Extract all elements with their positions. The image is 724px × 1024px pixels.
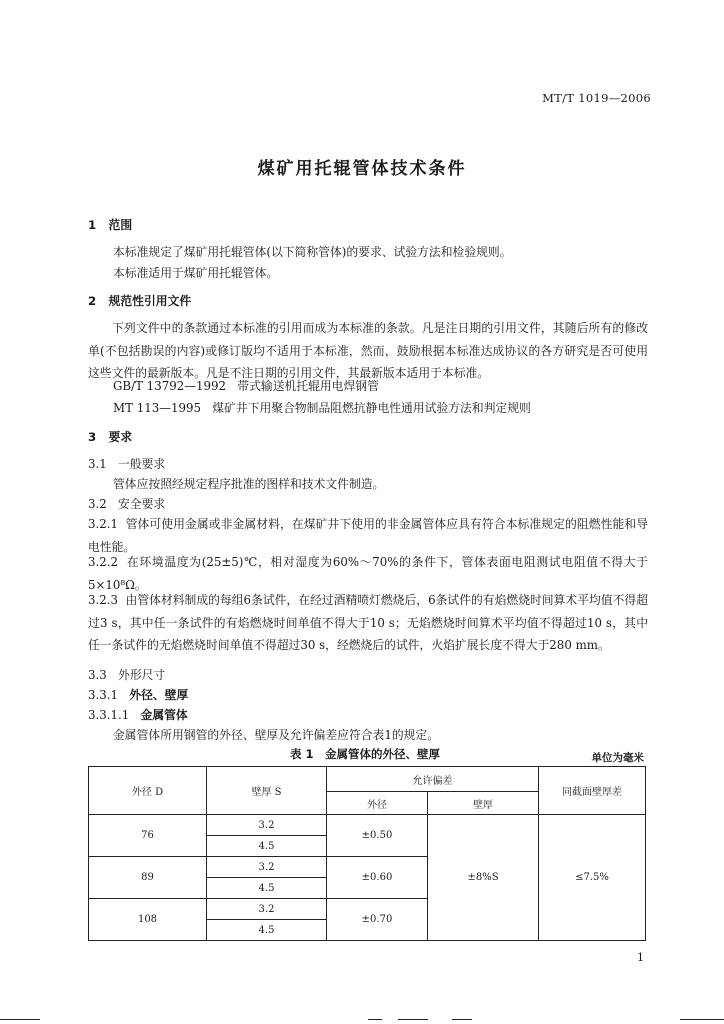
header-tolerance-od: 外径 — [327, 792, 428, 815]
cell-tol-od: ±0.70 — [327, 899, 428, 941]
subsection-3-1 — [88, 454, 165, 475]
clause-text: 在环境温度为(25±5)℃，相对湿度为60%～70%的条件下，管体表面电阻测试电阻值不得大于5×10⁸Ω。 — [88, 555, 649, 592]
section-number: 1 — [88, 218, 97, 232]
paragraph: 本标准适用于煤矿用托辊管体。 — [113, 266, 279, 280]
cell-od: 76 — [89, 815, 207, 857]
paragraph: 本标准规定了煤矿用托辊管体(以下简称管体)的要求、试验方法和检验规则。 — [113, 245, 512, 259]
cell-wall: 3.2 — [207, 857, 327, 878]
subsection-title: 一般要求 — [118, 457, 166, 471]
clause-3-2-3 — [88, 589, 648, 657]
cell-wall: 4.5 — [207, 920, 327, 941]
subsection-number: 3.1 — [88, 457, 107, 471]
section-1-heading — [88, 216, 132, 233]
table-caption: 表 1 金属管体的外径、壁厚 — [290, 747, 441, 761]
scan-edge-mark — [398, 1019, 428, 1020]
subsection-number: 3.3.1.1 — [88, 708, 130, 722]
cell-tol-od: ±0.50 — [327, 815, 428, 857]
reference-item — [113, 398, 531, 419]
section-title: 范围 — [108, 218, 133, 232]
cell-tol-od: ±0.60 — [327, 857, 428, 899]
clause-text: 管体可使用金属或非金属材料，在煤矿井下使用的非金属管体应具有符合本标准规定的阻燃性能和导电性能。 — [88, 517, 648, 554]
page-number: 1 — [637, 951, 644, 964]
reference-code: MT 113—1995 — [113, 401, 202, 415]
clause-number: 3.2.1 — [88, 517, 119, 531]
subsection-title: 金属管体 — [140, 708, 188, 722]
subsection-title: 外形尺寸 — [118, 668, 166, 682]
table-row — [89, 815, 646, 836]
section-title: 要求 — [108, 430, 133, 444]
section-3-heading — [88, 428, 132, 445]
section-number: 3 — [88, 430, 97, 444]
section-2-heading — [88, 292, 191, 309]
cell-tol-wall: ±8%S — [428, 815, 539, 941]
section-title: 规范性引用文件 — [108, 294, 192, 308]
cell-wall: 3.2 — [207, 815, 327, 836]
document-title: 煤矿用托辊管体技术条件 — [257, 159, 467, 179]
subsection-3-3-1-1 — [88, 705, 188, 726]
clause-number: 3.2.3 — [88, 593, 119, 607]
scan-edge-mark — [0, 1019, 40, 1020]
header-tolerance: 允许偏差 — [327, 767, 539, 792]
header-outer-diameter: 外径 D — [89, 767, 207, 815]
header-wall-thickness: 壁厚 S — [207, 767, 327, 815]
cell-wall: 4.5 — [207, 878, 327, 899]
subsection-3-2 — [88, 494, 165, 515]
reference-title: 带式输送机托辊用电焊钢管 — [237, 379, 379, 393]
scan-edge-mark — [680, 1019, 724, 1020]
table-unit: 单位为毫米 — [591, 752, 644, 764]
subsection-number: 3.2 — [88, 497, 107, 511]
paragraph: 下列文件中的条款通过本标准的引用而成为本标准的条款。凡是注日期的引用文件，其随后所有的修改单(不包括勘误的内容)或修订版均不适用于本标准，然而，鼓励根据本标准达成协议的各方研究是否可使用这些文件的最新版本。凡是不注日期的引用文件，其最新版本适用于本标准。 — [88, 321, 648, 380]
subsection-3-3 — [88, 665, 165, 686]
subsection-number: 3.3.1 — [88, 688, 119, 702]
cell-od: 89 — [89, 857, 207, 899]
section-number: 2 — [88, 294, 97, 308]
paragraph: 金属管体所用钢管的外径、壁厚及允许偏差应符合表1的规定。 — [113, 728, 440, 742]
header-same-section-diff: 同截面壁厚差 — [539, 767, 646, 815]
subsection-title: 安全要求 — [118, 497, 166, 511]
paragraph: 管体应按照经规定程序批准的图样和技术文件制造。 — [113, 477, 385, 491]
subsection-3-3-1 — [88, 685, 188, 706]
cell-wall: 4.5 — [207, 836, 327, 857]
cell-wall: 3.2 — [207, 899, 327, 920]
header-tolerance-wall: 壁厚 — [428, 792, 539, 815]
subsection-number: 3.3 — [88, 668, 107, 682]
standard-code: MT/T 1019—2006 — [542, 91, 651, 105]
cell-od: 108 — [89, 899, 207, 941]
subsection-title: 外径、壁厚 — [129, 688, 189, 702]
reference-code: GB/T 13792—1992 — [113, 379, 227, 393]
scan-edge-mark — [452, 1019, 472, 1020]
dimension-table — [88, 766, 646, 941]
clause-text: 由管体材料制成的每组6条试件，在经过酒精喷灯燃烧后，6条试件的有焰燃烧时间算术平均值不得超过3 s，其中任一条试件的有焰燃烧时间单值不得大于10 s；无焰燃烧时间算术平均值不得超过10 s，其中任一条试件的无焰燃烧时间单值不得超过30 s，经燃烧后的试件，火焰扩展长度不得大于280 mm。 — [88, 593, 649, 652]
clause-number: 3.2.2 — [88, 555, 119, 569]
cell-same-section: ≤7.5% — [539, 815, 646, 941]
scan-edge-mark — [368, 1019, 382, 1020]
reference-title: 煤矿井下用聚合物制品阻燃抗静电性通用试验方法和判定规则 — [212, 401, 531, 415]
reference-item — [113, 376, 379, 397]
